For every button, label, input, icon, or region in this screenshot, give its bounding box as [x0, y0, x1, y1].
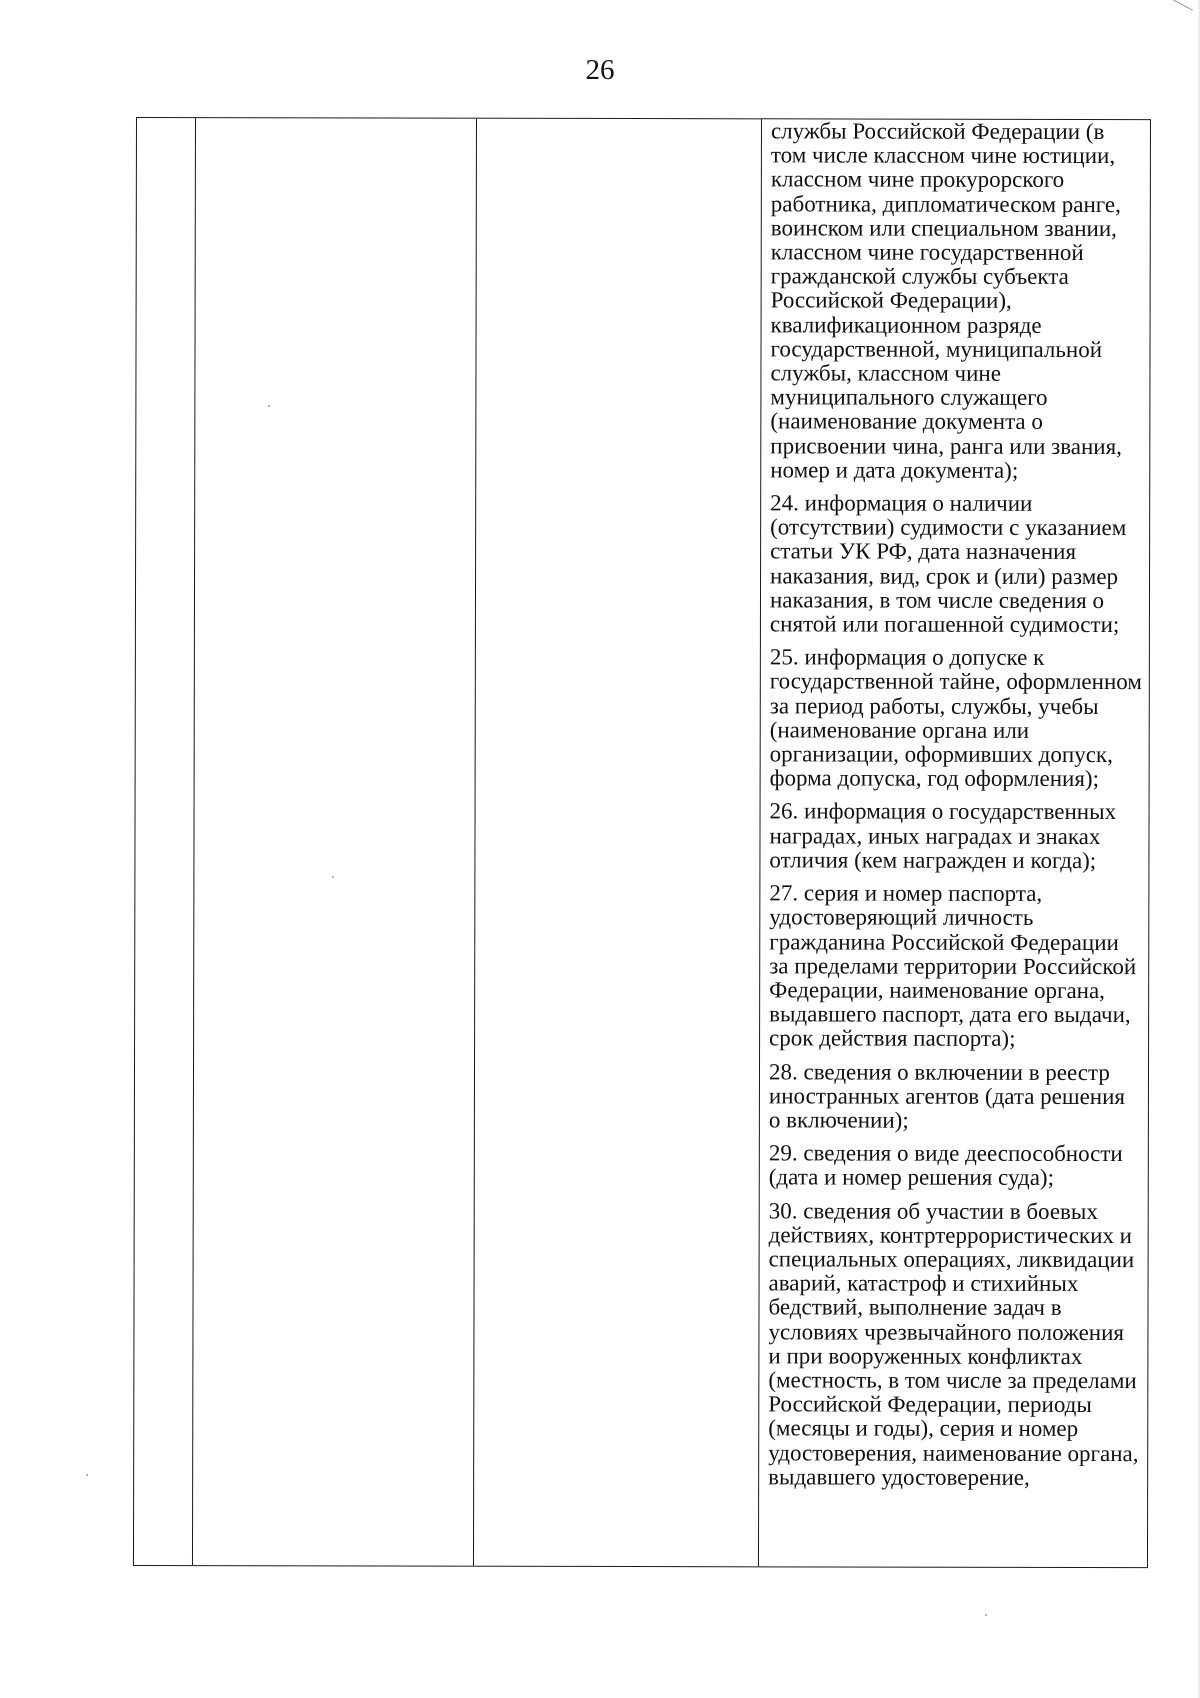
page-number: 26: [585, 54, 615, 86]
list-item-25: 25. информация о допуске к государственной тайне, оформленном за период работы, службы, учебы (наименование органа или организации, оформивших допуск, форма допуска, год оформления);: [769, 644, 1142, 792]
scan-speck: [332, 876, 334, 878]
scan-corner-mark: [1169, 0, 1193, 18]
list-item-27: 27. серия и номер паспорта, удостоверяющий личность гражданина Российской Федерации за пределами территории Российской Федерации, наименование органа, выдавшего паспорт, дата его выдачи, срок действия паспорта);: [769, 880, 1137, 1052]
scan-speck: [86, 1474, 88, 1476]
scan-speck: [985, 1614, 987, 1616]
table-column-number: [134, 118, 196, 1565]
continuation-text: службы Российской Федерации (в том числе классном чине юстиции, классном чине прокурорского работника, дипломатическом ранге, воинском или специальном звании, классном чине государственной гражданской службы субъекта Российской Федерации), квалификационном разряде государственной, муниципальной службы, классном чине муниципального служащего (наименование документа о присвоении чина, ранга или звания, номер и дата документа);: [770, 118, 1122, 483]
list-item-24: 24. информация о наличии (отсутствии) судимости с указанием статьи УК РФ, дата назначения наказания, вид, срок и (или) размер наказания, в том числе сведения о снятой или погашенной судимости;: [769, 490, 1127, 638]
list-item-26: 26. информация о государственных наградах, иных наградах и знаках отличия (кем награжден и когда);: [769, 798, 1117, 873]
scan-speck: [268, 405, 270, 407]
document-table: [133, 117, 1151, 1568]
list-item-30: 30. сведения об участии в боевых действиях, контртеррористических и специальных операциях, ликвидации аварий, катастроф и стихийных бедствий, выполнение задач в условиях чрезвычайного положения и при вооруженных конфликтах (местность, в том числе за пределами Российской Федерации, периоды (месяцы и годы), серия и номер удостоверения, наименование органа, выдавшего удостоверение,: [768, 1197, 1139, 1490]
table-column-data-list: [758, 119, 1150, 1567]
table-column-category: [192, 118, 477, 1566]
list-item-28: 28. сведения о включении в реестр иностранных агентов (дата решения о включении);: [768, 1058, 1126, 1133]
list-item-29: 29. сведения о виде дееспособности (дата и номер решения суда);: [768, 1140, 1123, 1191]
table-column-purpose: [473, 119, 762, 1567]
